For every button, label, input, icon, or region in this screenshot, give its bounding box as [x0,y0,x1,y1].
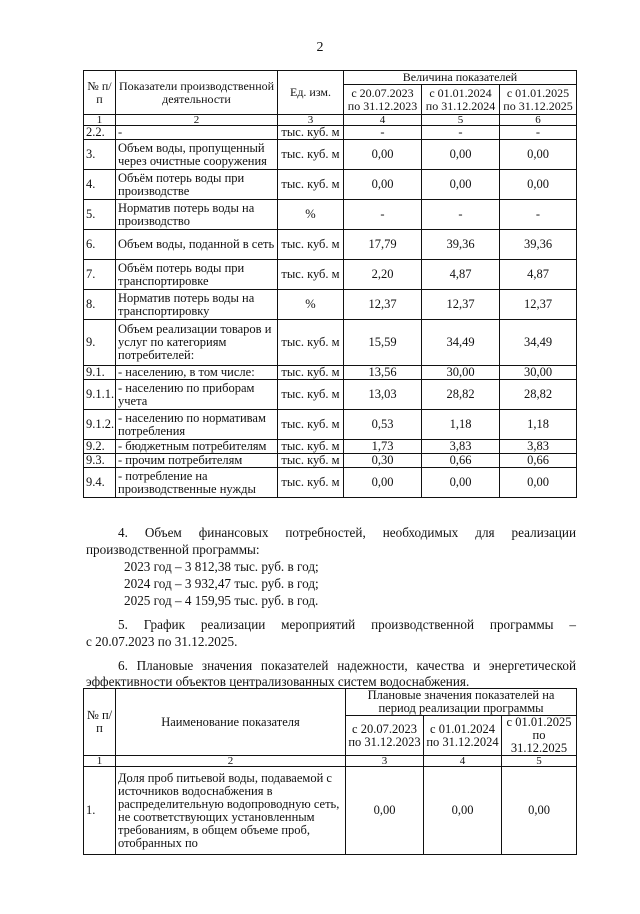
column-number: 2 [116,756,346,767]
column-number: 3 [278,115,344,126]
row-indicator: Объём потерь воды при производстве [116,170,278,200]
row-value: 0,66 [422,454,500,468]
table-row [84,140,577,170]
section4-item: 2023 год – 3 812,38 тыс. руб. в год; [124,559,319,574]
row-value: 12,37 [344,290,422,320]
column-number: 4 [424,756,502,767]
row-value: 1,18 [500,410,577,440]
section4-line1: 4. Объем финансовых потребностей, необходимых для реализации [118,525,576,540]
row-indicator: Доля проб питьевой воды, подаваемой с источников водоснабжения в распределительную водопроводную сеть, не соответствующих установленным требованиям, в общем объеме проб, отобранных по [116,767,346,855]
row-unit: тыс. куб. м [278,468,344,498]
section6-line2: эффективности объектов централизованных систем водоснабжения. [86,674,470,689]
row-value: 0,00 [424,767,502,855]
row-value: 39,36 [500,230,577,260]
row-value: 0,00 [344,170,422,200]
row-indicator: - населению по приборам учета [116,380,278,410]
table-row [84,410,577,440]
column-number: 5 [502,756,577,767]
header-period: с 20.07.2023 по 31.12.2023 [344,85,422,115]
section5-line2: с 20.07.2023 по 31.12.2025. [86,634,238,649]
row-indicator: - населению по нормативам потребления [116,410,278,440]
header-indicator: Показатели производственной деятельности [116,71,278,115]
row-value: 28,82 [500,380,577,410]
section6-line1: 6. Плановые значения показателей надежности, качества и энергетической [118,658,576,673]
row-number: 1. [84,767,116,855]
row-number: 6. [84,230,116,260]
row-number: 8. [84,290,116,320]
table-row [84,454,577,468]
table-row [84,320,577,366]
row-value: 30,00 [422,366,500,380]
row-value: 13,03 [344,380,422,410]
row-value: 2,20 [344,260,422,290]
row-number: 9. [84,320,116,366]
page-number: 2 [316,40,324,55]
row-number: 2.2. [84,126,116,140]
row-indicator: - бюджетным потребителям [116,440,278,454]
row-value: 0,30 [344,454,422,468]
row-indicator: - потребление на производственные нужды [116,468,278,498]
row-value: 17,79 [344,230,422,260]
header-values: Плановые значения показателей на период реализации программы [346,689,577,716]
row-number: 4. [84,170,116,200]
row-value: 13,56 [344,366,422,380]
row-indicator: Норматив потерь воды на транспортировку [116,290,278,320]
table-row [84,170,577,200]
section4-item: 2025 год – 4 159,95 тыс. руб. в год. [124,593,319,608]
section5-line1: 5. График реализации мероприятий производственной программы – [118,617,576,632]
header-period: с 01.01.2025 по 31.12.2025 [502,716,577,756]
header-period: с 01.01.2025 по 31.12.2025 [500,85,577,115]
row-number: 9.3. [84,454,116,468]
row-unit: тыс. куб. м [278,126,344,140]
row-number: 9.1. [84,366,116,380]
section4-item: 2024 год – 3 932,47 тыс. руб. в год; [124,576,319,591]
row-indicator: Объём потерь воды при транспортировке [116,260,278,290]
row-value: 39,36 [422,230,500,260]
table-row [84,230,577,260]
row-unit: тыс. куб. м [278,440,344,454]
row-value: 4,87 [422,260,500,290]
row-number: 5. [84,200,116,230]
row-value: 3,83 [500,440,577,454]
row-unit: тыс. куб. м [278,320,344,366]
row-value: 0,53 [344,410,422,440]
column-number: 1 [84,756,116,767]
column-number: 6 [500,115,577,126]
header-num: № п/п [84,71,116,115]
row-value: 0,00 [500,140,577,170]
table-row [84,767,577,855]
row-unit: тыс. куб. м [278,140,344,170]
production-indicators-table [83,70,577,498]
row-number: 9.1.1. [84,380,116,410]
row-value: 30,00 [500,366,577,380]
row-indicator: Объем воды, пропущенный через очистные сооружения [116,140,278,170]
row-value: - [500,126,577,140]
table-row [84,380,577,410]
row-unit: тыс. куб. м [278,230,344,260]
row-value: 0,00 [422,170,500,200]
row-indicator: - прочим потребителям [116,454,278,468]
row-indicator: - [116,126,278,140]
row-unit: тыс. куб. м [278,366,344,380]
row-unit: % [278,290,344,320]
column-number: 4 [344,115,422,126]
row-unit: тыс. куб. м [278,380,344,410]
row-value: - [344,200,422,230]
header-unit: Ед. изм. [278,71,344,115]
header-name: Наименование показателя [116,689,346,756]
row-indicator: - населению, в том числе: [116,366,278,380]
row-unit: тыс. куб. м [278,454,344,468]
row-number: 3. [84,140,116,170]
row-value: 12,37 [500,290,577,320]
row-value: 0,00 [500,170,577,200]
row-value: 0,00 [346,767,424,855]
row-value: 0,00 [422,468,500,498]
row-value: - [422,126,500,140]
row-value: 0,00 [422,140,500,170]
row-value: 34,49 [500,320,577,366]
row-value: - [500,200,577,230]
row-value: 3,83 [422,440,500,454]
row-value: 34,49 [422,320,500,366]
table-row [84,366,577,380]
header-period: с 01.01.2024 по 31.12.2024 [422,85,500,115]
table-row [84,200,577,230]
row-value: 0,00 [344,468,422,498]
row-number: 9.2. [84,440,116,454]
row-value: 1,18 [422,410,500,440]
row-value: 0,00 [500,468,577,498]
header-num: № п/п [84,689,116,756]
row-unit: тыс. куб. м [278,410,344,440]
table-row [84,290,577,320]
row-value: 4,87 [500,260,577,290]
column-number: 3 [346,756,424,767]
column-number: 5 [422,115,500,126]
column-number: 2 [116,115,278,126]
table-row [84,126,577,140]
row-value: 15,59 [344,320,422,366]
row-value: 28,82 [422,380,500,410]
header-values: Величина показателей [344,71,577,85]
row-indicator: Объем воды, поданной в сеть [116,230,278,260]
row-number: 9.4. [84,468,116,498]
row-value: 12,37 [422,290,500,320]
row-value: 0,66 [500,454,577,468]
column-number: 1 [84,115,116,126]
table-row [84,440,577,454]
row-number: 9.1.2. [84,410,116,440]
row-indicator: Объем реализации товаров и услуг по категориям потребителей: [116,320,278,366]
row-value: 0,00 [344,140,422,170]
row-number: 7. [84,260,116,290]
row-indicator: Норматив потерь воды на производство [116,200,278,230]
table-row [84,260,577,290]
row-value: 1,73 [344,440,422,454]
section4-line2: производственной программы: [86,542,260,557]
row-value: - [344,126,422,140]
row-unit: % [278,200,344,230]
row-value: 0,00 [502,767,577,855]
row-value: - [422,200,500,230]
header-period: с 20.07.2023 по 31.12.2023 [346,716,424,756]
reliability-indicators-table [83,688,577,855]
row-unit: тыс. куб. м [278,170,344,200]
table-row [84,468,577,498]
header-period: с 01.01.2024 по 31.12.2024 [424,716,502,756]
row-unit: тыс. куб. м [278,260,344,290]
